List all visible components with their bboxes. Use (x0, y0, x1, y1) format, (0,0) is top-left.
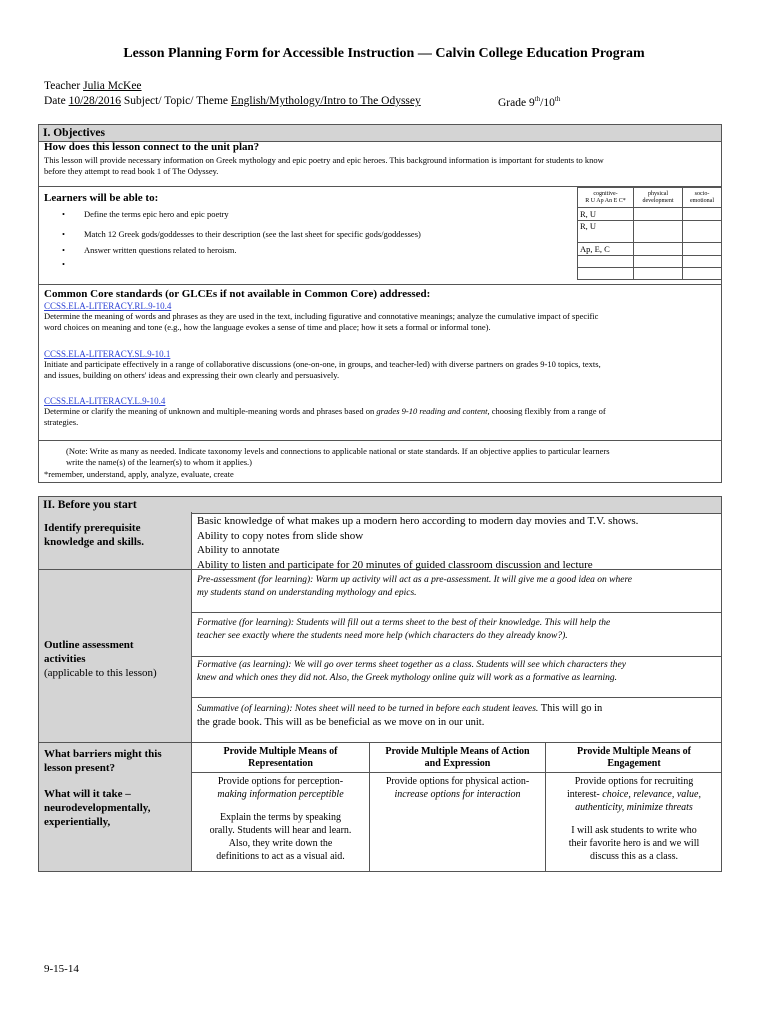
before-heading: II. Before you start (39, 497, 721, 514)
col-physical-header (634, 188, 683, 208)
level-cell (683, 256, 722, 268)
standard-text-part: Determine or clarify the meaning of unknown and multiple-meaning words and phrases based on (44, 406, 377, 416)
barriers-label-line: What barriers might this (44, 748, 162, 760)
taxonomy-footnote: *remember, understand, apply, analyze, evaluate, create (44, 469, 234, 479)
udl-text: orally. Students will hear and learn. (209, 825, 352, 836)
standard-text-italic: grades 9-10 reading and content (376, 406, 488, 416)
assessment-item (197, 574, 632, 600)
udl-text (546, 788, 722, 801)
grade-a: 9 (528, 96, 535, 109)
level-cell: Ap, E, C (578, 243, 634, 256)
udl-header-engagement (546, 746, 722, 770)
assessment-item (197, 659, 626, 685)
divider (38, 284, 722, 285)
udl-header-line: Provide Multiple Means of (223, 746, 338, 757)
udl-text-italic: choice, relevance, value, (602, 789, 701, 800)
level-cell (683, 243, 722, 256)
connect-text-line: This lesson will provide necessary information on Greek mythology and epic poetry and epic heroes. This background information is important for students to know (44, 155, 604, 165)
udl-header-line: and Expression (424, 758, 491, 769)
standard-block (44, 349, 716, 381)
prereq-label (44, 521, 144, 549)
take-label-line: What will it take – (44, 788, 131, 800)
objective-item (62, 245, 237, 255)
assessment-line: teacher see exactly where the students need more help (which characters do they already know?). (197, 631, 568, 641)
col-header-text: R U Ap An E C* (585, 197, 626, 204)
assessment-line: my students stand on understanding mythology and epics. (197, 588, 417, 598)
udl-header-line: Engagement (607, 758, 661, 769)
udl-header-representation (192, 746, 369, 770)
grade-label: Grade (498, 96, 527, 109)
level-cell (634, 268, 683, 280)
assess-label (44, 638, 157, 680)
objective-item (62, 209, 229, 219)
prereq-item: Ability to listen and participate for 20 minutes of guided classroom discussion and lecture (197, 558, 593, 571)
connect-text (44, 155, 716, 177)
standard-text: strategies. (44, 417, 79, 427)
prereq-label-line: knowledge and skills. (44, 536, 144, 548)
standard-text: word choices on meaning and tone (e.g., how the language evokes a sense of time and place; how it sets a formal or informal tone). (44, 322, 491, 332)
col-header-text: emotional (690, 197, 714, 204)
assessment-rest: This will go in (538, 703, 603, 714)
udl-text: discuss this as a class. (589, 851, 679, 862)
grade-b-sup: th (554, 95, 561, 103)
udl-header-line: Provide Multiple Means of Action (385, 746, 530, 757)
barriers-label (44, 747, 162, 829)
udl-header-line: Provide Multiple Means of (577, 746, 691, 757)
divider (191, 772, 722, 773)
udl-engagement-cell (546, 775, 722, 863)
udl-header-action (370, 746, 545, 770)
level-cell: R, U (578, 208, 634, 221)
udl-text: making information perceptible (217, 789, 344, 800)
udl-header-line: Representation (248, 758, 313, 769)
objective-item (62, 259, 84, 269)
assess-label-line: activities (44, 653, 86, 665)
prereq-list (197, 514, 638, 572)
standards-question: Common Core standards (or GLCEs if not available in Common Core) addressed: (44, 288, 431, 300)
udl-text: Explain the terms by speaking (219, 812, 342, 823)
prereq-item: Ability to copy notes from slide show (197, 529, 364, 542)
date-label: Date (44, 95, 66, 107)
learners-question: Learners will be able to: (44, 192, 159, 204)
standard-text (44, 406, 716, 417)
note-line: (Note: Write as many as needed. Indicate taxonomy levels and connections to applicable national or state standards. If an objective applies to particular learners (66, 446, 610, 456)
level-cell (683, 221, 722, 243)
udl-text: their favorite hero is and we will (568, 838, 700, 849)
prereq-label-line: Identify prerequisite (44, 522, 141, 534)
udl-text: Also, they write down the (228, 838, 333, 849)
assessment-item (197, 617, 610, 643)
objective-item (62, 229, 421, 239)
level-cell (634, 208, 683, 221)
prereq-item: Basic knowledge of what makes up a modern hero according to modern day movies and T.V. shows. (197, 515, 639, 527)
form-title: Lesson Planning Form for Accessible Instruction — Calvin College Education Program (123, 46, 645, 61)
level-cell: R, U (578, 221, 634, 243)
level-cell (683, 268, 722, 280)
divider (191, 697, 722, 698)
standard-link[interactable]: CCSS.ELA-LITERACY.RL.9-10.4 (44, 301, 172, 311)
take-label-line: neurodevelopmentally, (44, 802, 151, 814)
assessment-line: the grade book. This will as be beneficial as we move on in our unit. (197, 717, 485, 728)
assessment-item (197, 702, 602, 730)
note-text (66, 446, 718, 468)
bullet-icon: • (62, 245, 65, 255)
assess-label-line: (applicable to this lesson) (44, 667, 157, 679)
level-cell (634, 243, 683, 256)
objective-text: Answer written questions related to heroism. (84, 245, 237, 255)
standard-link[interactable]: CCSS.ELA-LITERACY.L.9-10.4 (44, 396, 166, 406)
standard-text: Determine the meaning of words and phrases as they are used in the text, including figurative and connotative meanings; analyze the cumulative impact of specific (44, 311, 599, 321)
note-line: write the name(s) of the learner(s) to whom it applies.) (66, 457, 252, 467)
udl-action-cell (370, 775, 545, 801)
grade-a-sup: th (534, 95, 541, 103)
level-cell (683, 208, 722, 221)
subject-value: English/Mythology/Intro to The Odyssey (230, 95, 421, 107)
bullet-icon: • (62, 229, 65, 239)
col-header-text: physical (648, 190, 668, 197)
teacher-label: Teacher (44, 80, 81, 92)
divider (191, 612, 722, 613)
subject-label: Subject/ Topic/ Theme (123, 95, 229, 107)
udl-text: definitions to act as a visual aid. (216, 851, 345, 862)
assessment-line (197, 702, 602, 716)
standard-text: and issues, building on others' ideas and expressing their own clearly and persuasively. (44, 370, 340, 380)
standard-link[interactable]: CCSS.ELA-LITERACY.SL.9-10.1 (44, 349, 171, 359)
udl-text: Provide options for physical action- (385, 776, 530, 787)
assessment-line: Formative (as learning): We will go over terms sheet together as a class. Students will see which characters they (197, 660, 626, 670)
connect-text-line: before they attempt to read book 1 of The Odyssey. (44, 166, 219, 176)
udl-text: I will ask students to write who (571, 825, 697, 836)
taxonomy-table (577, 187, 722, 280)
level-cell (578, 268, 634, 280)
take-label-line: experientially, (44, 816, 111, 828)
udl-text: authenticity, minimize threats (575, 802, 693, 813)
udl-representation-cell (192, 775, 369, 863)
footer-date: 9-15-14 (44, 963, 79, 975)
udl-text-part: interest- (566, 789, 603, 800)
date-value: 10/28/2016 (68, 95, 121, 107)
assess-label-line: Outline assessment (44, 639, 134, 651)
objective-text: Define the terms epic hero and epic poetry (84, 209, 229, 219)
teacher-line (44, 80, 142, 92)
grade-sep: /10 (540, 96, 555, 109)
objectives-heading: I. Objectives (39, 125, 721, 142)
objective-text: Match 12 Greek gods/goddesses to their description (see the last sheet for specific gods/goddesses) (84, 229, 421, 239)
assessment-line: knew and which ones they did not. Also, the Greek mythology online quiz will work as a formative as learning. (197, 673, 618, 683)
level-cell (634, 256, 683, 268)
col-socio-header (683, 188, 722, 208)
bullet-icon: • (62, 259, 65, 269)
level-cell (634, 221, 683, 243)
divider (38, 742, 722, 743)
connect-question: How does this lesson connect to the unit plan? (44, 141, 260, 153)
divider (38, 440, 722, 441)
divider (191, 656, 722, 657)
teacher-name: Julia McKee (83, 80, 142, 92)
standard-text: Initiate and participate effectively in a range of collaborative discussions (one-on-one, in groups, and teacher-led) with diverse partners on grades 9-10 topics, texts, (44, 359, 601, 369)
col-header-text: socio- (694, 190, 710, 197)
date-line (44, 95, 724, 107)
assessment-line: Formative (for learning): Students will fill out a terms sheet to the best of their knowledge. This will help the (197, 618, 611, 628)
standard-block (44, 396, 716, 428)
udl-text: Provide options for recruiting (574, 776, 694, 787)
standard-text-part: , choosing flexibly from a range of (487, 406, 606, 416)
prereq-item: Ability to annotate (197, 544, 280, 556)
assessment-italic: Summative (of learning): Notes sheet will need to be turned in before each student leaves. (197, 704, 539, 714)
udl-text: Provide options for perception- (217, 776, 344, 787)
col-cognitive-header (578, 188, 634, 208)
col-header-text: development (642, 197, 674, 204)
bullet-icon: • (62, 209, 65, 219)
grade-field (498, 95, 560, 109)
barriers-label-line: lesson present? (44, 762, 115, 774)
level-cell (578, 256, 634, 268)
assessment-line: Pre-assessment (for learning): Warm up activity will act as a pre-assessment. It will give me a good idea on where (197, 575, 633, 585)
udl-text: increase options for interaction (394, 789, 521, 800)
standard-block (44, 301, 716, 333)
col-header-text: cognitive- (593, 190, 618, 197)
